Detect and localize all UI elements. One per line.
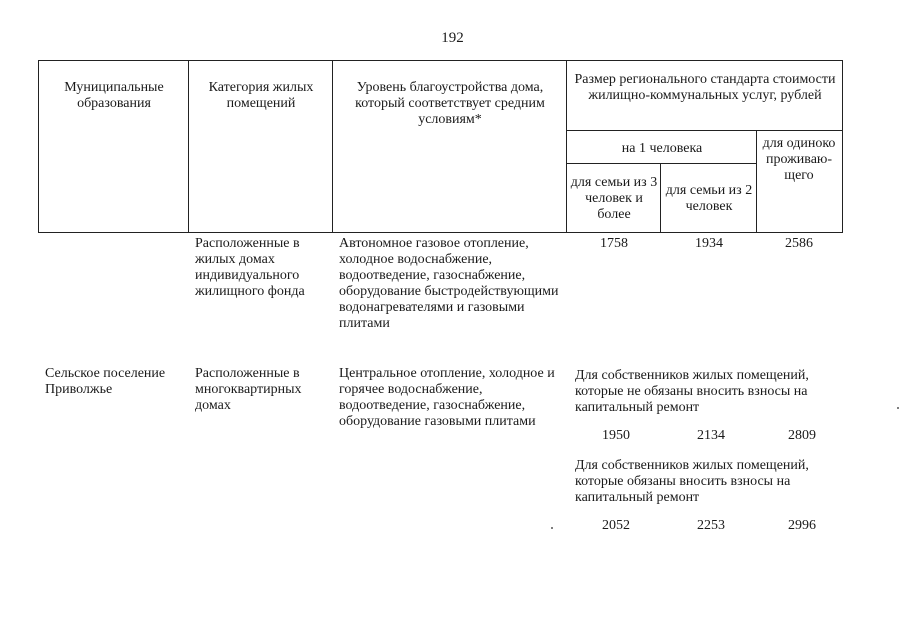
scan-speck — [551, 527, 553, 529]
row-amenities: Автономное газовое отопление, холодное водоснабжение, водоотведение, газоснабжение, оборудование быстродействующими водонагревателями и газовыми плитами — [339, 236, 559, 331]
value-single: 2996 — [788, 518, 816, 533]
value-family2: 1934 — [695, 236, 723, 251]
value-family3: 1950 — [602, 428, 630, 443]
value-single: 2586 — [785, 236, 813, 251]
col-header-family2: для семьи из 2 человек — [665, 183, 753, 214]
note-no-capital-repair: Для собственников жилых помещений, которые не обязаны вносить взносы на капитальный ремонт — [575, 368, 809, 415]
page-number: 192 — [441, 30, 464, 46]
note-with-capital-repair: Для собственников жилых помещений, которые обязаны вносить взносы на капитальный ремонт — [575, 458, 809, 505]
row-amenities: Центральное отопление, холодное и горячее водоснабжение, водоотведение, газоснабжение, оборудование газовыми плитами — [339, 366, 555, 429]
col-header-family3: для семьи из 3 человек и более — [570, 175, 658, 222]
value-family3: 1758 — [600, 236, 628, 251]
value-family2: 2253 — [697, 518, 725, 533]
col-header-municipality: Муниципальные образования — [64, 80, 164, 111]
value-family3: 2052 — [602, 518, 630, 533]
col-header-per-person: на 1 человека — [621, 141, 703, 156]
col-header-standard-size: Размер регионального стандарта стоимости жилищно-коммунальных услуг, рублей — [574, 72, 836, 103]
value-single: 2809 — [788, 428, 816, 443]
row-municipality: Сельское поселение Приволжье — [45, 366, 166, 397]
value-family2: 2134 — [697, 428, 725, 443]
row-category: Расположенные в жилых домах индивидуального жилищного фонда — [195, 236, 305, 299]
col-header-category: Категория жилых помещений — [208, 80, 314, 111]
scan-speck — [897, 407, 899, 409]
row-category: Расположенные в многоквартирных домах — [195, 366, 302, 413]
col-header-single: для одиноко проживаю-щего — [762, 136, 836, 183]
col-header-amenities: Уровень благоустройства дома, который соответствует средним условиям* — [355, 80, 545, 127]
